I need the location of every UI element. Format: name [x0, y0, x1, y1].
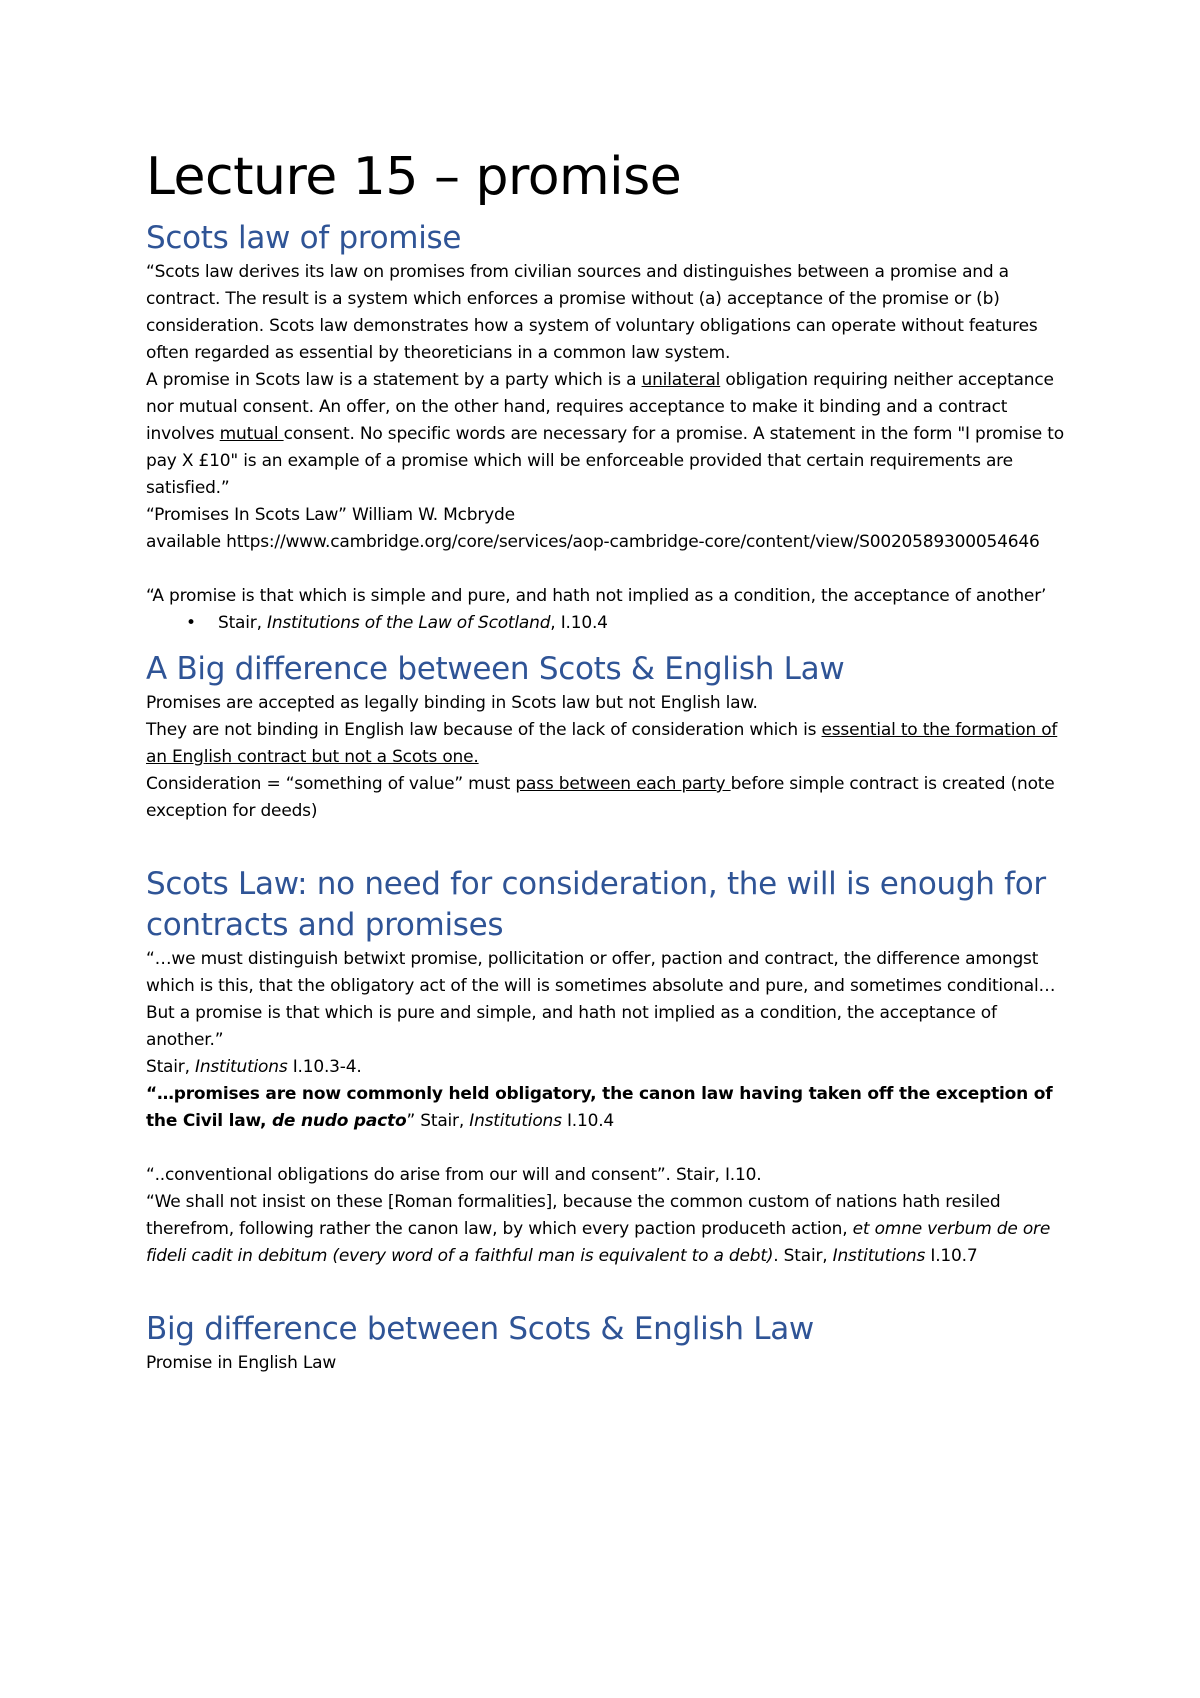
paragraph: [146, 771, 1066, 825]
section-scots-law-of-promise: [146, 218, 1066, 637]
paragraph: Promises are accepted as legally binding in Scots law but not English law.: [146, 693, 758, 713]
bold-italic-text: de nudo pacto: [271, 1111, 407, 1131]
spacer: [146, 1297, 1066, 1309]
text-run: A promise in Scots law is a statement by a party which is a: [146, 370, 642, 390]
underlined-text: unilateral: [641, 370, 721, 390]
spacer: [146, 556, 1066, 583]
bold-text: “…promises are now commonly held obligatory, the canon law having taken off the exception of the Civil law,: [146, 1084, 1053, 1131]
italic-text: et omne verbum de ore fideli cadit in debitum (every word of a faithful man is equivalent to a debt): [146, 1219, 1051, 1266]
paragraph: Promise in English Law: [146, 1353, 337, 1373]
spacer: [146, 852, 1066, 864]
section-heading: Scots law of promise: [146, 220, 462, 256]
text-run: ” Stair,: [406, 1111, 470, 1131]
quote: “A promise is that which is simple and pure, and hath not implied as a condition, the acceptance of another’: [146, 586, 1047, 606]
document-title: Lecture 15 – promise: [146, 147, 682, 207]
quote: [146, 1081, 1066, 1135]
italic-text: Institutions of the Law of Scotland: [267, 613, 551, 633]
paragraph: “Scots law derives its law on promises from civilian sources and distinguishes between a promise and a contract. The result is a system which enforces a promise without (a) acceptance of the promise or (b) consideration. Scots law demonstrates how a system of voluntary obligations can operate without features often regarded as essential by theoreticians in a common law system.: [146, 262, 1038, 363]
text-run: “We shall not insist on these [Roman formalities], because the common custom of nations hath resiled therefrom, following rather the canon law, by which every paction produceth action,: [146, 1192, 1001, 1239]
spacer: [146, 1135, 1066, 1162]
text-run: Consideration = “something of value” must: [146, 774, 516, 794]
bullet-item: [146, 610, 1066, 637]
quote: “..conventional obligations do arise from our will and consent”. Stair, I.10.: [146, 1165, 762, 1185]
section-big-difference: [146, 649, 1066, 825]
bullet-icon: •: [186, 613, 196, 633]
document-page: [146, 146, 1066, 1377]
section-scots-law-no-consideration: [146, 864, 1066, 1270]
text-run: before simple contract is created (note exception for deeds): [146, 774, 1055, 821]
section-big-difference-2: [146, 1309, 1066, 1377]
paragraph: [146, 717, 1066, 771]
spacer: [146, 1270, 1066, 1297]
text-run: . Stair,: [773, 1246, 833, 1266]
spacer: [146, 637, 1066, 649]
spacer: [146, 825, 1066, 852]
text-run: , I.10.4: [550, 613, 608, 633]
quote: “…we must distinguish betwixt promise, pollicitation or offer, paction and contract, the difference amongst which is this, that the obligatory act of the will is sometimes absolute and pure, and sometimes conditional…But a promise is that which is pure and simple, and hath not implied as a condition, the acceptance of another.”: [146, 949, 1056, 1050]
text-run: Stair,: [218, 613, 267, 633]
italic-text: Institutions: [195, 1057, 288, 1077]
text-run: I.10.3-4.: [287, 1057, 362, 1077]
quote: [146, 1189, 1066, 1270]
section-heading: Big difference between Scots & English Law: [146, 1311, 814, 1347]
paragraph: [146, 367, 1066, 502]
text-run: Stair,: [146, 1057, 195, 1077]
text-run: obligation requiring neither acceptance nor mutual consent. An offer, on the other hand, requires acceptance to make it binding and a contract involves: [146, 370, 1054, 444]
underlined-text: pass between each party: [515, 774, 731, 794]
citation: [146, 1054, 1066, 1081]
text-run: I.10.4: [561, 1111, 615, 1131]
italic-text: Institutions: [832, 1246, 926, 1266]
text-run: They are not binding in English law because of the lack of consideration which is: [146, 720, 822, 740]
source-link: available https://www.cambridge.org/core/services/aop-cambridge-core/content/view/S0020589300054646: [146, 532, 1040, 552]
text-run: consent. No specific words are necessary for a promise. A statement in the form "I promise to pay X £10" is an example of a promise which will be enforceable provided that certain requirements are satisfied.”: [146, 424, 1064, 498]
section-heading: Scots Law: no need for consideration, the will is enough for contracts and promises: [146, 866, 1046, 943]
section-heading: A Big difference between Scots & English Law: [146, 651, 845, 687]
text-run: I.10.7: [925, 1246, 978, 1266]
underlined-text: mutual: [219, 424, 284, 444]
italic-text: Institutions: [469, 1111, 562, 1131]
underlined-text: essential to the formation of an English contract but not a Scots one.: [146, 720, 1058, 767]
citation: “Promises In Scots Law” William W. Mcbryde: [146, 505, 515, 525]
